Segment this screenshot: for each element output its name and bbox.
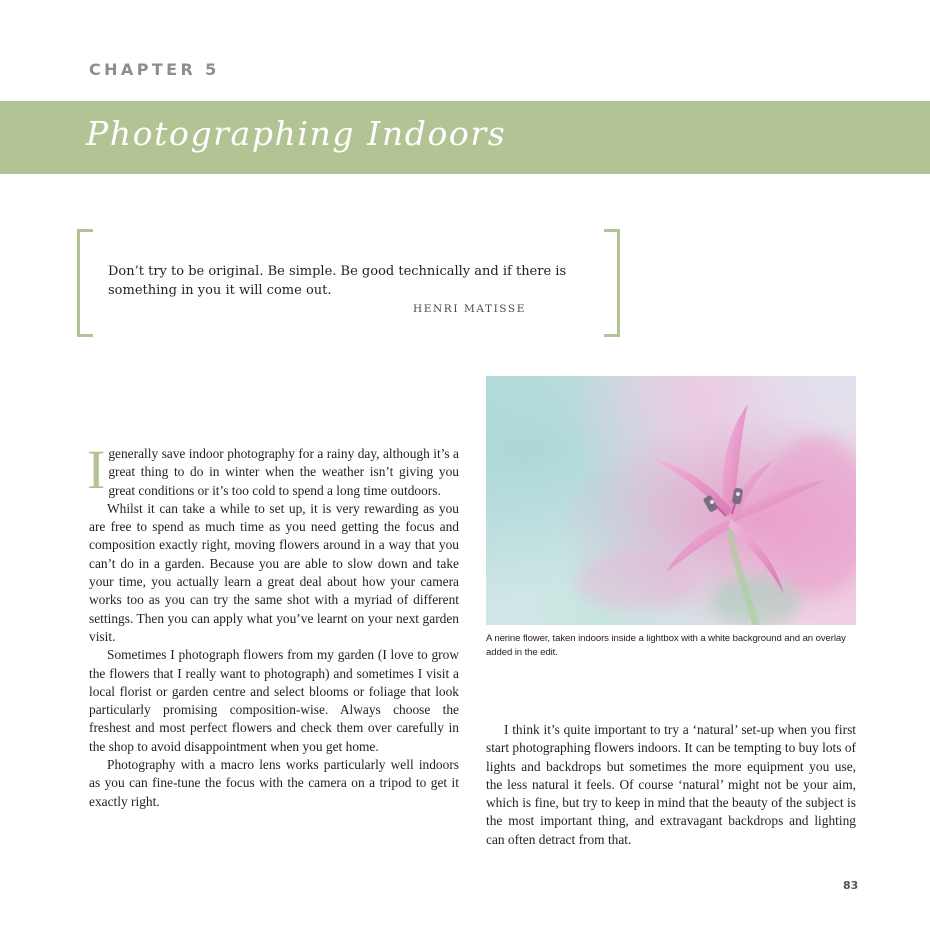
chapter-title: Photographing Indoors xyxy=(86,114,507,153)
title-band xyxy=(0,101,930,174)
drop-cap: I xyxy=(87,439,106,500)
body-paragraph-4: Photography with a macro lens works particularly well indoors as you can fine-tune the focus with the camera on a tripod to get it exactly right. xyxy=(89,757,459,809)
body-column-right xyxy=(486,721,856,849)
figure-caption: A nerine flower, taken indoors inside a lightbox with a white background and an overlay added in the edit. xyxy=(486,633,846,658)
epigraph-author: HENRI MATISSE xyxy=(413,303,526,315)
nerine-flower-photo xyxy=(486,376,856,625)
body-paragraph-5: I think it’s quite important to try a ‘natural’ set-up when you first start photographing flowers indoors. It can be tempting to buy lots of lights and backdrops but sometimes the more equipment you use, the less natural it feels. Of course ‘natural’ might not be your aim, which is fine, but try to keep in mind that the beauty of the subject is the most important thing, and extravagant backdrops and lighting can often detract from that. xyxy=(486,722,856,847)
epigraph-quote: Don’t try to be original. Be simple. Be good technically and if there is something in you it will come out. xyxy=(108,264,567,298)
body-column-left xyxy=(87,439,459,811)
epigraph-bracket-right xyxy=(604,229,620,337)
body-paragraph-2: Whilst it can take a while to set up, it is very rewarding as you are free to spend as much time as you need getting the focus and composition exactly right, moving flowers around in a way that you can’t do in a garden. Because you are able to slow down and take your time, you actually learn a great deal about how your camera works too as you can try the same shot with a myriad of different settings. Then you can apply what you’ve learnt on your next garden visit. xyxy=(89,500,459,644)
page-number: 83 xyxy=(843,879,859,892)
chapter-label: CHAPTER 5 xyxy=(89,60,220,79)
flower-illustration xyxy=(486,376,856,625)
body-paragraph-3: Sometimes I photograph flowers from my garden (I love to grow the flowers that I really want to photograph) and sometimes I visit a local florist or garden centre and select blooms or foliage that look particularly promising composition-wise. Always choose the freshest and most perfect flowers and check them over carefully in the shop to avoid disappointment when you get home. xyxy=(89,647,459,754)
epigraph-bracket-left xyxy=(77,229,93,337)
body-paragraph-1 xyxy=(87,439,459,500)
body-paragraph-1-text: generally save indoor photography for a rainy day, although it’s a great thing to do in winter when the weather isn’t giving you great conditions or it’s too cold to spend a long time outdoors. xyxy=(108,446,459,498)
